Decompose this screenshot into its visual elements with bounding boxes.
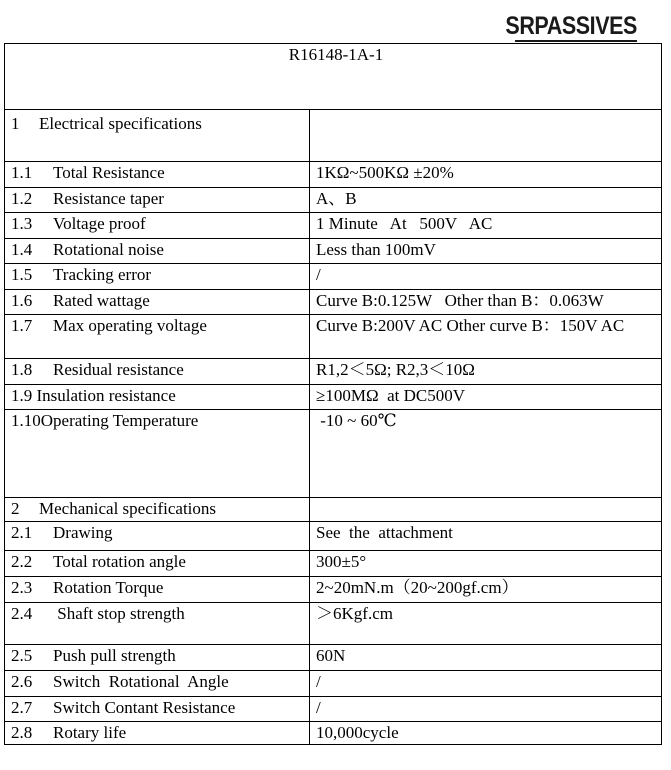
table-row xyxy=(5,671,662,697)
row-value: -10 ~ 60℃ xyxy=(310,410,662,498)
table-row xyxy=(5,577,662,603)
row-value: ＞6Kgf.cm xyxy=(310,603,662,645)
row-value: R1,2＜5Ω; R2,3＜10Ω xyxy=(310,359,662,385)
part-number-title: R16148-1A-1 xyxy=(5,44,662,110)
row-value: 300±5° xyxy=(310,551,662,577)
row-number: 2.5 xyxy=(11,646,33,665)
table-row xyxy=(5,385,662,410)
row-value: Curve B:0.125W Other than B：0.063W xyxy=(310,290,662,315)
section-title: Mechanical specifications xyxy=(39,499,217,518)
row-value: 60N xyxy=(310,645,662,671)
table-row xyxy=(5,315,662,359)
row-number: 1.7 xyxy=(11,316,33,335)
row-number: 1.4 xyxy=(11,240,33,259)
row-number: 1.9 xyxy=(11,386,33,405)
row-label: Total rotation angle xyxy=(53,552,186,571)
table-row xyxy=(5,239,662,264)
row-label: Max operating voltage xyxy=(53,316,207,335)
row-value: Curve B:200V AC Other curve B：150V AC xyxy=(310,315,662,359)
row-value: See the attachment xyxy=(310,522,662,551)
row-number: 2.7 xyxy=(11,698,33,717)
section-number: 1 xyxy=(11,114,20,133)
row-label: Drawing xyxy=(53,523,113,542)
row-label: Insulation resistance xyxy=(36,386,176,405)
section-title: Electrical specifications xyxy=(39,114,202,133)
row-value: A、B xyxy=(310,188,662,213)
row-value: ≥100MΩ at DC500V xyxy=(310,385,662,410)
row-label: Residual resistance xyxy=(53,360,184,379)
section-heading-mechanical xyxy=(5,498,662,522)
row-number: 1.10 xyxy=(11,411,41,430)
table-row xyxy=(5,645,662,671)
specification-table xyxy=(4,43,662,745)
table-row xyxy=(5,213,662,239)
row-number: 1.6 xyxy=(11,291,33,310)
company-logo: SRPASSIVES xyxy=(505,12,637,40)
section-heading-electrical xyxy=(5,110,662,162)
table-row xyxy=(5,522,662,551)
row-number: 2.6 xyxy=(11,672,33,691)
table-row xyxy=(5,697,662,722)
row-number: 1.8 xyxy=(11,360,33,379)
row-value: Less than 100mV xyxy=(310,239,662,264)
row-number: 1.3 xyxy=(11,214,33,233)
row-label: Rotation Torque xyxy=(53,578,164,597)
table-row xyxy=(5,188,662,213)
row-label: Voltage proof xyxy=(53,214,146,233)
table-row xyxy=(5,290,662,315)
title-row xyxy=(5,44,662,110)
table-row xyxy=(5,551,662,577)
row-label: Resistance taper xyxy=(53,189,164,208)
table-row xyxy=(5,410,662,498)
row-label: Switch Rotational Angle xyxy=(53,672,229,691)
row-label: Operating Temperature xyxy=(40,411,199,430)
row-value: / xyxy=(310,671,662,697)
table-row xyxy=(5,722,662,745)
table-row xyxy=(5,359,662,385)
row-number: 1.1 xyxy=(11,163,33,182)
row-number: 2.8 xyxy=(11,723,33,742)
row-label: Shaft stop strength xyxy=(53,604,185,623)
row-number: 2.4 xyxy=(11,604,33,623)
row-value: 2~20mN.m（20~200gf.cm） xyxy=(310,577,662,603)
row-value: 10,000cycle xyxy=(310,722,662,745)
logo-underline xyxy=(515,40,637,42)
row-number: 2.1 xyxy=(11,523,33,542)
row-value: / xyxy=(310,697,662,722)
row-label: Total Resistance xyxy=(53,163,165,182)
row-number: 1.2 xyxy=(11,189,33,208)
section-number: 2 xyxy=(11,499,20,518)
table-row xyxy=(5,603,662,645)
row-label: Rotary life xyxy=(53,723,127,742)
row-number: 2.3 xyxy=(11,578,33,597)
row-label: Tracking error xyxy=(53,265,152,284)
row-value: 1 Minute At 500V AC xyxy=(310,213,662,239)
row-number: 2.2 xyxy=(11,552,33,571)
row-number: 1.5 xyxy=(11,265,33,284)
table-row xyxy=(5,264,662,290)
table-row xyxy=(5,162,662,188)
row-value: / xyxy=(310,264,662,290)
row-label: Push pull strength xyxy=(53,646,176,665)
row-label: Rotational noise xyxy=(53,240,164,259)
row-label: Switch Contant Resistance xyxy=(53,698,236,717)
row-value: 1KΩ~500KΩ ±20% xyxy=(310,162,662,188)
row-label: Rated wattage xyxy=(53,291,150,310)
